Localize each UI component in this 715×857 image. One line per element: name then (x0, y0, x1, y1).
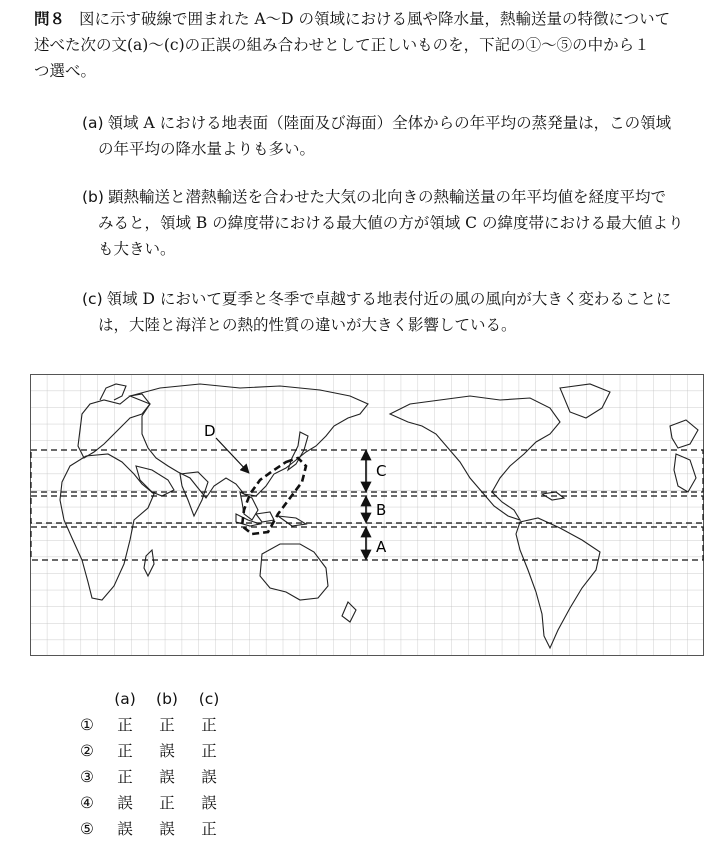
region-c-label: C (376, 462, 387, 480)
question-text (34, 6, 694, 84)
choice-1[interactable]: ① 正 正 正 (80, 716, 217, 734)
map-frame (31, 375, 704, 656)
region-b-label: B (376, 501, 387, 519)
question-line-3: つ選べ。 (34, 62, 97, 80)
choice-5[interactable]: ⑤ 誤 誤 正 (80, 820, 217, 838)
choices-header (70, 686, 230, 712)
header-a: (a) (114, 690, 136, 708)
region-a-label: A (376, 538, 387, 556)
question-line-2: 述べた次の文(a)～(c)の正誤の組み合わせとして正しいものを，下記の①～⑤の中から１ (34, 36, 650, 54)
statement-a: (a) 領域 A における地表面（陸面及び海面）全体からの年平均の蒸発量は，この領域 の年平均の降水量よりも多い。 (82, 114, 672, 158)
header-c: (c) (198, 690, 220, 708)
choice-4[interactable]: ④ 誤 正 誤 (80, 794, 217, 812)
statement-c: (c) 領域 D において夏季と冬季で卓越する地表付近の風の風向が大きく変わることに は，大陸と海洋との熱的性質の違いが大きく影響している。 (82, 290, 672, 334)
choice-3[interactable]: ③ 正 誤 誤 (80, 768, 217, 786)
question-number: 問８ (34, 10, 66, 28)
question-line-1: 問８ 図に示す破線で囲まれた A～D の領域における風や降水量，熱輸送量の特徴について (34, 10, 671, 28)
answer-choices (70, 686, 230, 842)
statement-b: (b) 顕熱輸送と潜熱輸送を合わせた大気の北向きの熱輸送量の年平均値を経度平均で みると，領域 B の緯度帯における最大値の方が領域 C の緯度帯における最大値より も大きい。 (82, 188, 684, 258)
header-b: (b) (156, 690, 178, 708)
world-map (30, 374, 704, 656)
choice-2[interactable]: ② 正 誤 正 (80, 742, 217, 760)
region-d-label: D (204, 422, 216, 440)
